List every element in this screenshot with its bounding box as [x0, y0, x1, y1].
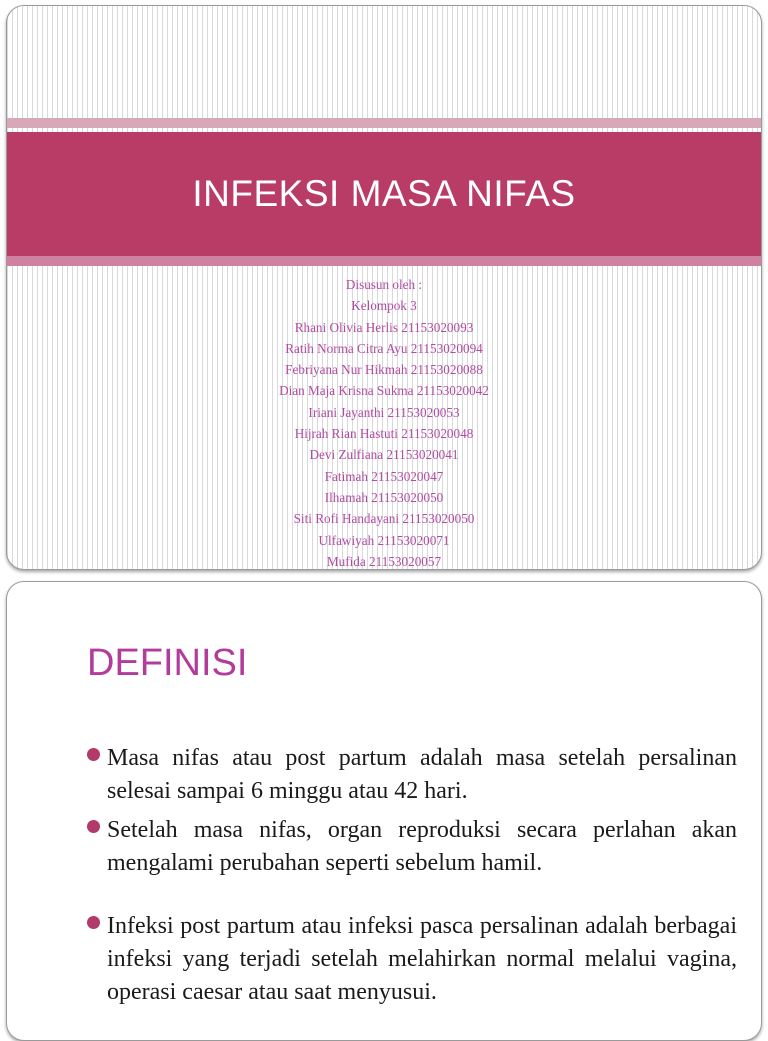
credits-line: Febriyana Nur Hikmah 21153020088 — [285, 362, 483, 378]
credits-line: Dian Maja Krisna Sukma 21153020042 — [279, 383, 489, 399]
definition-slide — [6, 581, 762, 1041]
bullet-item — [87, 814, 737, 880]
bullet-dot-icon — [87, 820, 100, 833]
credits-line: Ulfawiyah 21153020071 — [318, 532, 450, 548]
title-band-bottom-stripe — [7, 256, 761, 266]
bullet-text: Setelah masa nifas, organ reproduksi secara perlahan akan mengalami perubahan seperti sebelum hamil. — [107, 817, 737, 876]
credits-line: Siti Rofi Handayani 21153020050 — [293, 511, 475, 527]
title-slide — [6, 5, 762, 570]
bullet-item — [87, 742, 737, 808]
bullet-text: Infeksi post partum atau infeksi pasca persalinan adalah berbagai infeksi yang terjadi setelah melahirkan normal melalui vagina, operasi caesar atau saat menyusui. — [107, 913, 737, 1005]
title-band — [7, 132, 761, 256]
credits-line: Rhani Olivia Herlis 21153020093 — [294, 319, 474, 335]
section-title: DEFINISI — [87, 642, 248, 684]
credits-line: Devi Zulfiana 21153020041 — [309, 447, 459, 463]
credits-line: Iriani Jayanthi 21153020053 — [308, 404, 460, 420]
credits-line: Ratih Norma Citra Ayu 21153020094 — [285, 340, 483, 356]
bullet-text: Masa nifas atau post partum adalah masa setelah persalinan selesai sampai 6 minggu atau 42 hari. — [107, 745, 737, 804]
credits-line: Kelompok 3 — [351, 298, 417, 314]
bullet-item — [87, 910, 737, 1009]
title-band-top-stripe — [7, 118, 761, 128]
credits-line: Fatimah 21153020047 — [324, 468, 444, 484]
credits-line: Ilhamah 21153020050 — [324, 489, 444, 505]
bullet-dot-icon — [87, 748, 100, 761]
credits-line: Disusun oleh : — [345, 277, 423, 292]
author-credits — [7, 274, 761, 570]
presentation-title: INFEKSI MASA NIFAS — [192, 173, 576, 214]
bullet-list — [87, 742, 737, 1015]
credits-line: Hijrah Rian Hastuti 21153020048 — [294, 426, 474, 442]
bullet-dot-icon — [87, 916, 100, 929]
credits-line: Mufida 21153020057 — [326, 553, 442, 569]
